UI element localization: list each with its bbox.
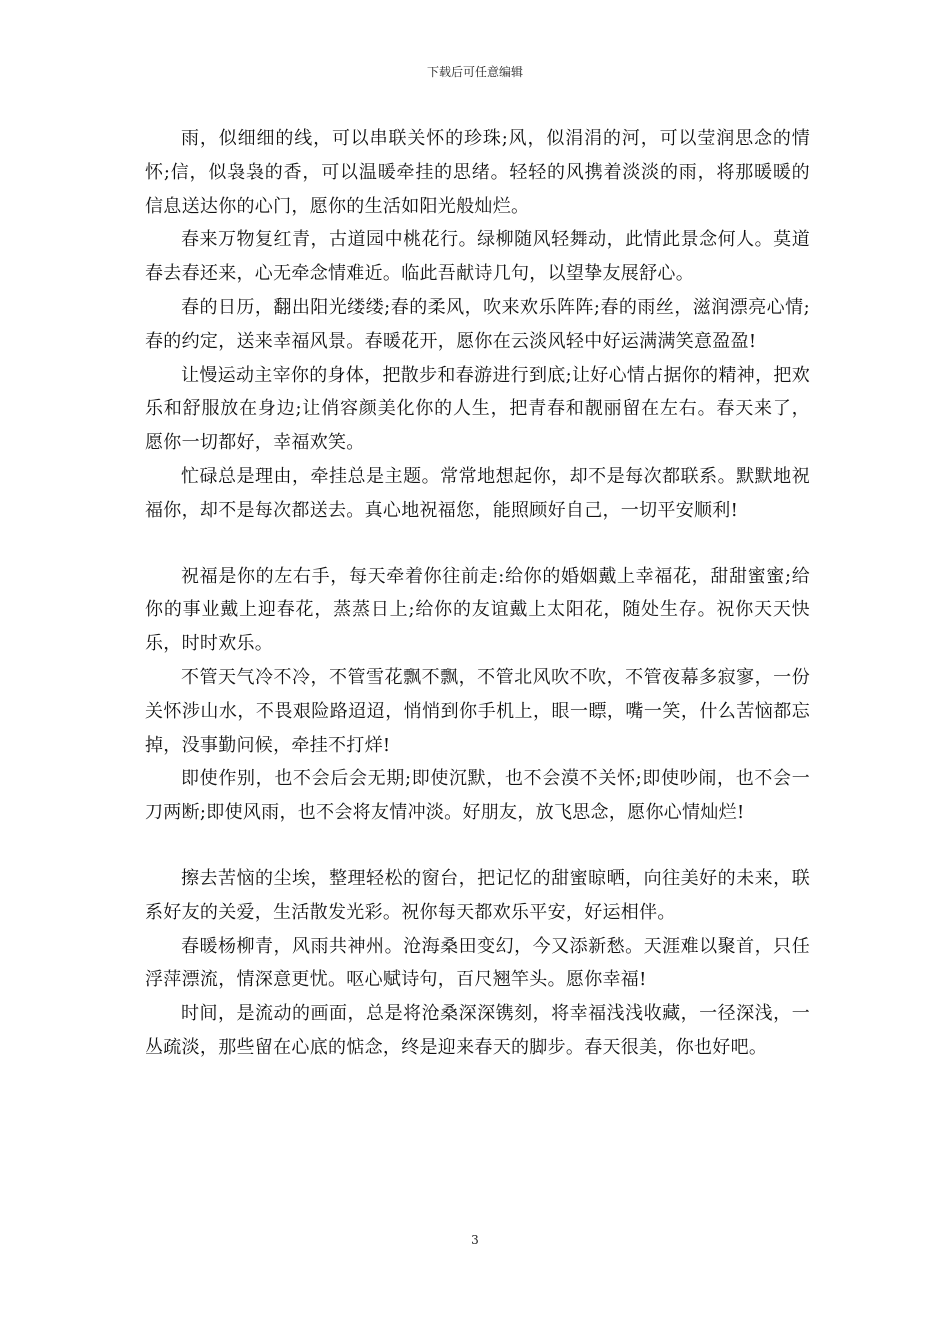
paragraph-7: 不管天气冷不冷，不管雪花飘不飘，不管北风吹不吹，不管夜幕多寂寥，一份关怀涉山水，不畏艰险路迢迢，悄悄到你手机上，眼一瞟，嘴一笑，什么苦恼都忘掉，没事勤问候，牵挂不打烊! bbox=[145, 666, 810, 756]
paragraph-9: 擦去苦恼的尘埃，整理轻松的窗台，把记忆的甜蜜晾晒，向往美好的未来，联系好友的关爱，生活散发光彩。祝你每天都欢乐平安，好运相伴。 bbox=[145, 867, 810, 923]
paragraph-11: 时间，是流动的画面，总是将沧桑深深镌刻，将幸福浅浅收藏，一径深浅，一丛疏淡，那些留在心底的惦念，终是迎来春天的脚步。春天很美，你也好吧。 bbox=[145, 1003, 810, 1058]
paragraph-gap bbox=[145, 830, 810, 862]
paragraph-1: 雨，似细细的线，可以串联关怀的珍珠;风，似涓涓的河，可以莹润思念的情怀;信，似袅袅的香，可以温暖牵挂的思绪。轻轻的风携着淡淡的雨，将那暖暖的信息送达你的心门，愿你的生活如阳光般灿烂。 bbox=[145, 128, 810, 217]
paragraph-10: 春暖杨柳青，风雨共神州。沧海桑田变幻，今又添新愁。天涯难以聚首，只任浮萍漂流，情深意更忧。呕心赋诗句，百尺翘竿头。愿你幸福! bbox=[145, 935, 810, 991]
paragraph-5: 忙碌总是理由，牵挂总是主题。常常地想起你，却不是每次都联系。默默地祝福你，却不是每次都送去。真心地祝福您，能照顾好自己，一切平安顺利! bbox=[145, 465, 810, 521]
paragraph-gap bbox=[145, 528, 810, 560]
page-header: 下载后可任意编辑 bbox=[426, 65, 523, 79]
paragraph-2: 春来万物复红青，古道园中桃花行。绿柳随风轻舞动，此情此景念何人。莫道春去春还来，心无牵念情难近。临此吾献诗几句，以望挚友展舒心。 bbox=[145, 229, 810, 285]
document-body bbox=[145, 122, 810, 1065]
page-number: 3 bbox=[471, 1233, 479, 1247]
paragraph-4: 让慢运动主宰你的身体，把散步和春游进行到底;让好心情占据你的精神，把欢乐和舒服放在身边;让俏容颜美化你的人生，把青春和靓丽留在左右。春天来了，愿你一切都好，幸福欢笑。 bbox=[145, 364, 810, 454]
paragraph-6: 祝福是你的左右手，每天牵着你往前走:给你的婚姻戴上幸福花，甜甜蜜蜜;给你的事业戴上迎春花，蒸蒸日上;给你的友谊戴上太阳花，随处生存。祝你天天快乐，时时欢乐。 bbox=[145, 565, 810, 655]
paragraph-3: 春的日历，翻出阳光缕缕;春的柔风，吹来欢乐阵阵;春的雨丝，滋润漂亮心情;春的约定，送来幸福风景。春暖花开，愿你在云淡风轻中好运满满笑意盈盈! bbox=[145, 296, 810, 352]
paragraph-8: 即使作别，也不会后会无期;即使沉默，也不会漠不关怀;即使吵闹，也不会一刀两断;即使风雨，也不会将友情冲淡。好朋友，放飞思念，愿你心情灿烂! bbox=[145, 768, 810, 824]
